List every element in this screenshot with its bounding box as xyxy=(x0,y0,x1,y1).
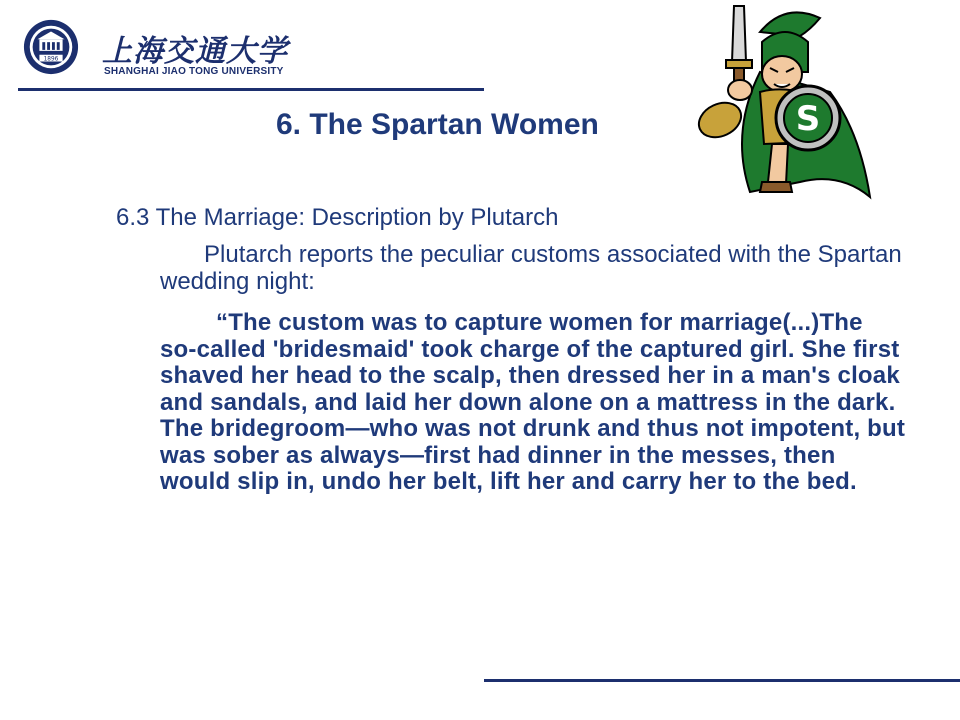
spartan-mascot-icon xyxy=(690,2,880,202)
university-name-english: SHANGHAI JIAO TONG UNIVERSITY xyxy=(104,66,284,77)
body-paragraph-quote-text: “The custom was to capture women for marriage(...)The so-called 'bridesmaid' took charge of the captured girl. She first shaved her head to the scalp, then dressed her in a man's cloak and sandals, and laid her down alone on a mattress in the dark. The bridegroom—who was not drunk and thus not impotent, but was sober as always—first had dinner in the messes, then would slip in, undo her belt, lift her and carry her to the bed. xyxy=(160,309,906,495)
university-seal-icon xyxy=(22,18,80,76)
footer-divider xyxy=(484,679,960,682)
body-paragraph-quote xyxy=(160,310,906,496)
header-divider xyxy=(18,88,484,91)
body-paragraph-intro xyxy=(160,242,906,295)
svg-text:1896: 1896 xyxy=(43,56,59,63)
section-subtitle: 6.3 The Marriage: Description by Plutarch xyxy=(116,204,559,231)
svg-text:S: S xyxy=(795,99,821,139)
university-logo xyxy=(18,14,288,80)
body-paragraph-intro-text: Plutarch reports the peculiar customs associated with the Spartan wedding night: xyxy=(160,241,902,295)
university-name-chinese: 上海交通大学 xyxy=(102,34,288,69)
slide-title: 6. The Spartan Women xyxy=(276,108,599,141)
